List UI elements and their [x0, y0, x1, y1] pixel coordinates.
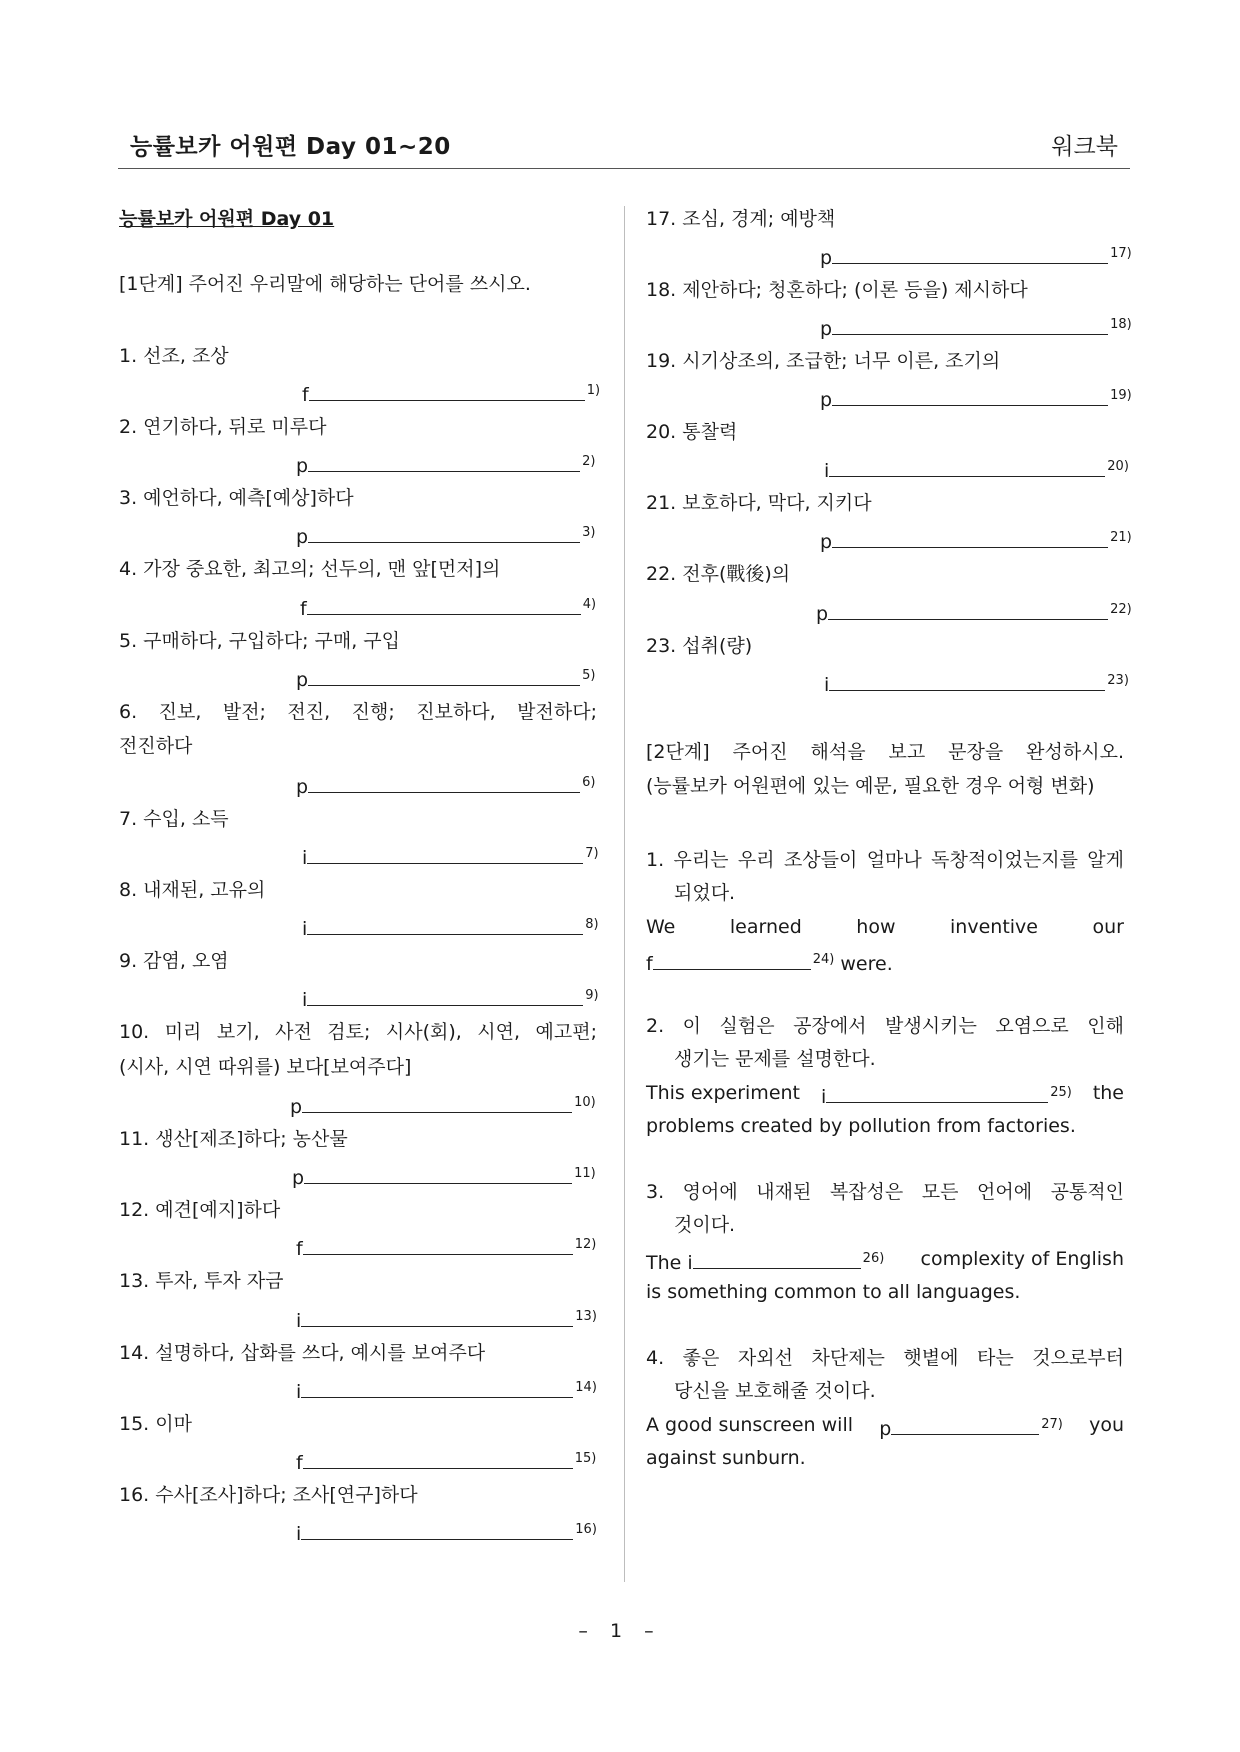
answer-letter: f [302, 384, 309, 406]
step2-instruction: [2단계] 주어진 해석을 보고 문장을 완성하시오. [646, 741, 1124, 763]
page-number: – 1 – [578, 1620, 662, 1642]
question-22: 22. 전후(戰後)의 [646, 563, 791, 585]
question-6-cont: 전진하다 [119, 735, 193, 757]
question-3: 3. 예언하다, 예측[예상]하다 [119, 487, 354, 509]
sentence-3-english-cont: is something common to all languages. [646, 1281, 1021, 1303]
question-9: 9. 감염, 오염 [119, 950, 229, 972]
day-title: 능률보카 어원편 Day 01 [119, 208, 335, 230]
answer-field-3[interactable]: p $^{3)}$ [296, 518, 595, 552]
question-6: 6. 진보, 발전; 전진, 진행; 진보하다, 발전하다; [119, 701, 597, 723]
answer-field-8[interactable]: i $^{8)}$ [302, 910, 599, 944]
question-14: 14. 설명하다, 삽화를 쓰다, 예시를 보여주다 [119, 1342, 486, 1364]
answer-field-26[interactable] [693, 1248, 861, 1269]
sentence-3-english: The i $^{26)}$ complexity of English [646, 1248, 1124, 1274]
sentence-2-english: This experiment i $^{25)}$ the [646, 1082, 1124, 1108]
question-1: 1. 선조, 조상 [119, 345, 229, 367]
sentence-4-english-cont: against sunburn. [646, 1447, 806, 1469]
sentence-3-korean-cont: 것이다. [674, 1214, 736, 1236]
question-11: 11. 생산[제조]하다; 농산물 [119, 1128, 348, 1150]
sentence-4-english: A good sunscreen will p $^{27)}$ you [646, 1414, 1124, 1440]
answer-field-20[interactable]: i $^{20)}$ [824, 452, 1129, 486]
answer-field-5[interactable]: p $^{5)}$ [296, 661, 595, 695]
header-workbook-label: 워크북 [1051, 134, 1118, 160]
sentence-1-korean-cont: 되었다. [674, 882, 736, 904]
answer-field-9[interactable]: i $^{9)}$ [302, 981, 599, 1015]
answer-field-14[interactable]: i $^{14)}$ [296, 1373, 597, 1407]
sentence-4-korean-cont: 당신을 보호해줄 것이다. [674, 1380, 876, 1402]
sentence-4-korean: 4. 좋은 자외선 차단제는 햇볕에 타는 것으로부터 [646, 1347, 1124, 1369]
answer-field-6[interactable]: p $^{6)}$ [296, 768, 595, 802]
step1-instruction: [1단계] 주어진 우리말에 해당하는 단어를 쓰시오. [119, 273, 531, 295]
question-2: 2. 연기하다, 뒤로 미루다 [119, 416, 327, 438]
sentence-2-korean: 2. 이 실험은 공장에서 발생시키는 오염으로 인해 [646, 1015, 1124, 1037]
answer-field-1[interactable] [302, 376, 600, 410]
sentence-1-english: We learned how inventive our [646, 916, 1124, 938]
question-15: 15. 이마 [119, 1413, 192, 1435]
answer-field-18[interactable]: p $^{18)}$ [820, 310, 1132, 344]
answer-field-19[interactable]: p $^{19)}$ [820, 381, 1132, 415]
column-divider [624, 206, 625, 1582]
answer-field-24[interactable] [653, 949, 811, 970]
question-13: 13. 투자, 투자 자금 [119, 1270, 284, 1292]
answer-field-16[interactable]: i $^{16)}$ [296, 1515, 597, 1549]
header-title: 능률보카 어원편 Day 01~20 [130, 134, 451, 160]
page-header [118, 124, 1130, 169]
answer-field-17[interactable]: p $^{17)}$ [820, 239, 1132, 273]
sentence-2-korean-cont: 생기는 문제를 설명한다. [674, 1048, 876, 1070]
answer-field-21[interactable]: p $^{21)}$ [820, 523, 1132, 557]
question-18: 18. 제안하다; 청혼하다; (이론 등을) 제시하다 [646, 279, 1028, 301]
answer-field-22[interactable]: p $^{22)}$ [816, 595, 1132, 629]
question-5: 5. 구매하다, 구입하다; 구매, 구입 [119, 630, 401, 652]
sentence-2-english-cont: problems created by pollution from factories. [646, 1115, 1076, 1137]
question-23: 23. 섭취(량) [646, 635, 753, 657]
answer-field-7[interactable]: i $^{7)}$ [302, 839, 599, 873]
sentence-3-korean: 3. 영어에 내재된 복잡성은 모든 언어에 공통적인 [646, 1181, 1124, 1203]
step2-instruction-note: (능률보카 어원편에 있는 예문, 필요한 경우 어형 변화) [646, 775, 1095, 797]
answer-field-15[interactable]: f $^{15)}$ [296, 1444, 596, 1478]
answer-field-25[interactable] [826, 1082, 1048, 1103]
question-17: 17. 조심, 경계; 예방책 [646, 208, 836, 230]
answer-field-11[interactable]: p $^{11)}$ [292, 1159, 596, 1193]
question-10-cont: (시사, 시연 따위를) 보다[보여주다] [119, 1056, 412, 1078]
answer-field-10[interactable]: p $^{10)}$ [290, 1088, 596, 1122]
question-4: 4. 가장 중요한, 최고의; 선두의, 맨 앞[먼저]의 [119, 558, 501, 580]
sentence-1-korean: 1. 우리는 우리 조상들이 얼마나 독창적이었는지를 알게 [646, 849, 1124, 871]
answer-field-4[interactable]: f $^{4)}$ [300, 590, 596, 624]
answer-field-23[interactable]: i $^{23)}$ [824, 666, 1129, 700]
answer-number: 1) [586, 383, 601, 398]
question-10: 10. 미리 보기, 사전 검토; 시사(회), 시연, 예고편; [119, 1021, 597, 1043]
question-21: 21. 보호하다, 막다, 지키다 [646, 492, 872, 514]
answer-field-13[interactable]: i $^{13)}$ [296, 1302, 597, 1336]
question-20: 20. 통찰력 [646, 421, 738, 443]
answer-field-27[interactable] [891, 1414, 1039, 1435]
question-8: 8. 내재된, 고유의 [119, 879, 266, 901]
blank-letter: f [646, 953, 653, 975]
question-12: 12. 예견[예지]하다 [119, 1199, 281, 1221]
answer-field-12[interactable]: f $^{12)}$ [296, 1230, 596, 1264]
question-16: 16. 수사[조사]하다; 조사[연구]하다 [119, 1484, 418, 1506]
question-19: 19. 시기상조의, 조급한; 너무 이른, 조기의 [646, 350, 1001, 372]
question-7: 7. 수입, 소득 [119, 808, 229, 830]
sentence-1-english-cont: f $^{24)}$ were. [646, 945, 893, 979]
answer-field-2[interactable]: p $^{2)}$ [296, 447, 595, 481]
